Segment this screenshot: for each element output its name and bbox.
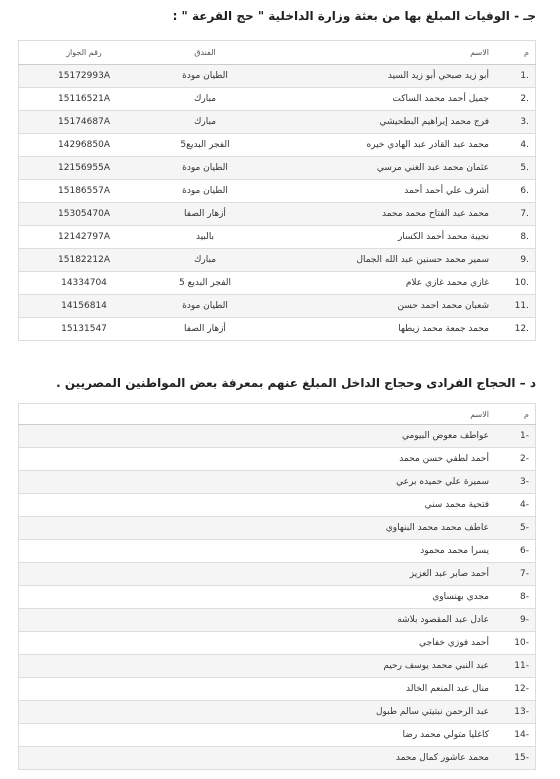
table-row [19, 226, 536, 249]
row-name: أبو زيد صبحي أبو زيد السيد [261, 65, 503, 88]
table-row [19, 318, 536, 341]
table-row [19, 586, 536, 609]
header-name: الاسم [19, 404, 504, 425]
row-name: عثمان محمد عبد الغني مرسي [261, 157, 503, 180]
row-number: .9 [503, 249, 536, 272]
row-number: .1 [503, 65, 536, 88]
row-name: شعبان محمد احمد حسن [261, 295, 503, 318]
table-row [19, 249, 536, 272]
row-number: .4 [503, 134, 536, 157]
row-passport: 15174687A [19, 111, 150, 134]
row-hotel: الطيان مودة [149, 157, 261, 180]
section-d-heading: د – الحجاج الفرادى وحجاج الداخل المبلغ عنهم بمعرفة بعض المواطنين المصريين . [56, 376, 536, 390]
table-row [19, 134, 536, 157]
row-name: فرج محمد إبراهيم البطحيشي [261, 111, 503, 134]
table-row [19, 203, 536, 226]
row-hotel: أزهار الصفا [149, 318, 261, 341]
table-row [19, 609, 536, 632]
row-passport: 15116521A [19, 88, 150, 111]
row-passport: 12156955A [19, 157, 150, 180]
row-number: -11 [503, 655, 536, 678]
row-number: -5 [503, 517, 536, 540]
row-hotel: بالبيد [149, 226, 261, 249]
table-row [19, 563, 536, 586]
table-row [19, 494, 536, 517]
row-passport: 15186557A [19, 180, 150, 203]
table-row [19, 540, 536, 563]
table-row [19, 678, 536, 701]
row-name: محمد جمعة محمد زيطها [261, 318, 503, 341]
row-name: نجيبة محمد أحمد الكسار [261, 226, 503, 249]
row-name: عبد النبي محمد يوسف رحيم [19, 655, 504, 678]
row-number: .2 [503, 88, 536, 111]
row-name: عواطف معوض البيومي [19, 425, 504, 448]
table-row [19, 425, 536, 448]
row-number: -8 [503, 586, 536, 609]
table-row [19, 724, 536, 747]
header-hotel: الفندق [149, 41, 261, 65]
row-name: سمير محمد حسنين عبد الله الجمال [261, 249, 503, 272]
row-number: .7 [503, 203, 536, 226]
row-passport: 15172993A [19, 65, 150, 88]
table-header-row [19, 41, 536, 65]
row-name: محمد عاشور كمال محمد [19, 747, 504, 770]
table-row [19, 517, 536, 540]
row-name: أحمد فوزي خفاجي [19, 632, 504, 655]
row-number: .6 [503, 180, 536, 203]
header-num: م [503, 404, 536, 425]
row-number: -9 [503, 609, 536, 632]
table-row [19, 655, 536, 678]
row-name: يسرا محمد محمود [19, 540, 504, 563]
row-passport: 12142797A [19, 226, 150, 249]
row-passport: 14334704 [19, 272, 150, 295]
row-number: -12 [503, 678, 536, 701]
table-row [19, 632, 536, 655]
row-hotel: الفجر البديع5 [149, 134, 261, 157]
table-row [19, 701, 536, 724]
pilgrims-table [18, 403, 536, 770]
row-name: أحمد لطفي حسن محمد [19, 448, 504, 471]
table-row [19, 180, 536, 203]
row-number: -1 [503, 425, 536, 448]
row-hotel: الطيان مودة [149, 295, 261, 318]
row-number: .12 [503, 318, 536, 341]
row-name: مجدي بهنساوي [19, 586, 504, 609]
section-c-heading: جـ - الوفيات المبلغ بها من بعثة وزارة الداخلية " حج القرعة " : [172, 9, 536, 23]
row-name: منال عبد المنعم الخالد [19, 678, 504, 701]
row-name: أشرف علي أحمد أحمد [261, 180, 503, 203]
row-hotel: مبارك [149, 111, 261, 134]
row-number: -14 [503, 724, 536, 747]
row-number: .3 [503, 111, 536, 134]
table-header-row [19, 404, 536, 425]
row-hotel: مبارك [149, 249, 261, 272]
table-row [19, 88, 536, 111]
row-number: .8 [503, 226, 536, 249]
header-num: م [503, 41, 536, 65]
row-name: عاطف محمد محمد البنهاوي [19, 517, 504, 540]
row-hotel: مبارك [149, 88, 261, 111]
row-name: محمد عبد القادر عبد الهادي خيره [261, 134, 503, 157]
row-name: عادل عبد المقصود بلاشه [19, 609, 504, 632]
row-name: جميل أحمد محمد الساكت [261, 88, 503, 111]
row-number: -2 [503, 448, 536, 471]
table-row [19, 747, 536, 770]
table-row [19, 157, 536, 180]
row-number: -3 [503, 471, 536, 494]
row-name: كاغليا متولي محمد رضا [19, 724, 504, 747]
table-row [19, 471, 536, 494]
row-hotel: الطيان مودة [149, 65, 261, 88]
row-name: عبد الرحمن نبتيتي سالم طبول [19, 701, 504, 724]
row-number: -10 [503, 632, 536, 655]
row-number: -7 [503, 563, 536, 586]
table-row [19, 111, 536, 134]
row-name: فتحية محمد سني [19, 494, 504, 517]
row-number: -13 [503, 701, 536, 724]
row-name: محمد عبد الفتاح محمد محمد [261, 203, 503, 226]
row-number: .10 [503, 272, 536, 295]
table-row [19, 272, 536, 295]
row-name: أحمد صابر عبد العزيز [19, 563, 504, 586]
row-name: سميرة علي حميده برعي [19, 471, 504, 494]
row-hotel: الطيان مودة [149, 180, 261, 203]
row-name: غازي محمد غازي علام [261, 272, 503, 295]
table-row [19, 295, 536, 318]
row-hotel: الفجر البديع 5 [149, 272, 261, 295]
header-name: الاسم [261, 41, 503, 65]
row-passport: 14156814 [19, 295, 150, 318]
row-hotel: أزهار الصفا [149, 203, 261, 226]
deaths-table [18, 40, 536, 341]
row-number: -6 [503, 540, 536, 563]
row-number: -4 [503, 494, 536, 517]
header-passport: رقم الجواز [19, 41, 150, 65]
row-passport: 15131547 [19, 318, 150, 341]
table-row [19, 65, 536, 88]
row-passport: 14296850A [19, 134, 150, 157]
row-passport: 15182212A [19, 249, 150, 272]
row-passport: 15305470A [19, 203, 150, 226]
table-row [19, 448, 536, 471]
row-number: .5 [503, 157, 536, 180]
row-number: .11 [503, 295, 536, 318]
row-number: -15 [503, 747, 536, 770]
